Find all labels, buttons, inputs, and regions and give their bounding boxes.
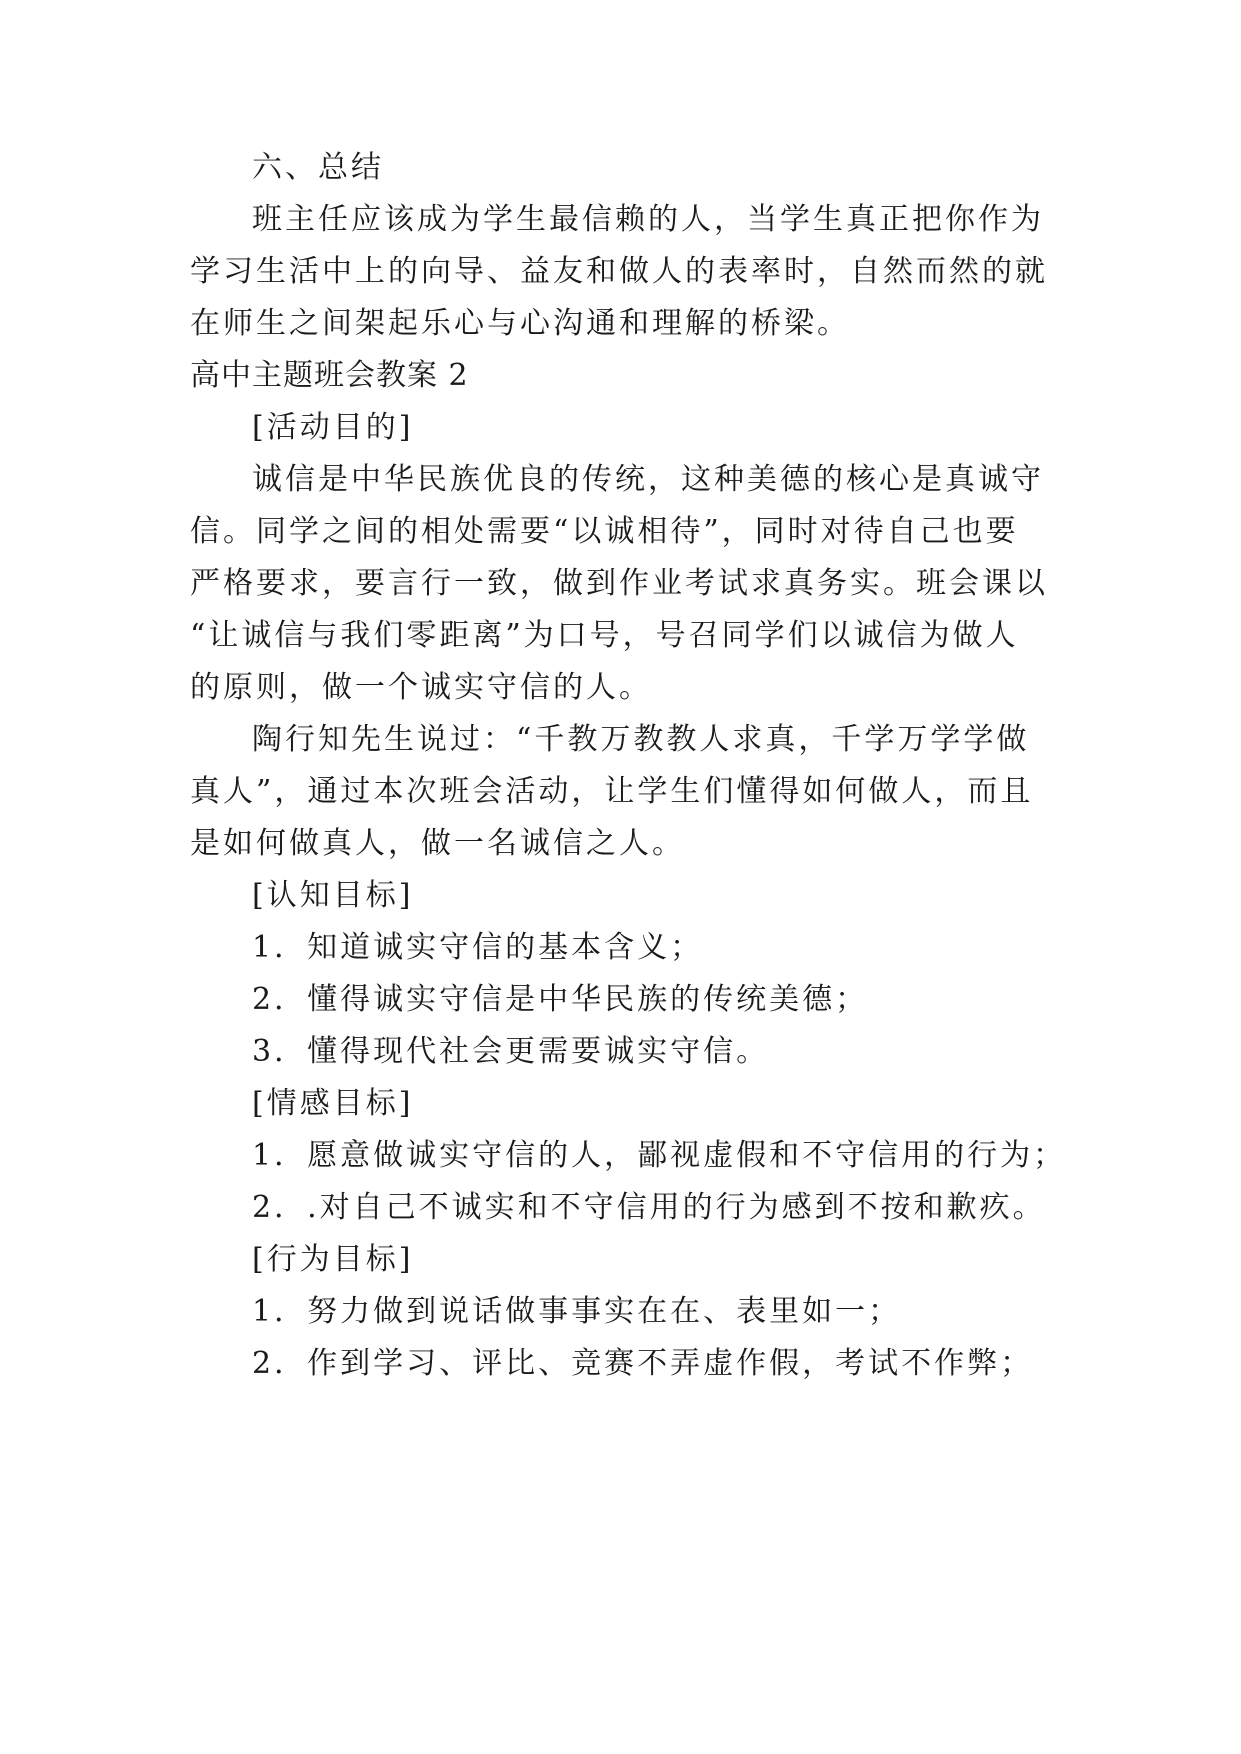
document-title: 高中主题班会教案 2 (190, 358, 469, 393)
paragraph-line: 诚信是中华民族优良的传统，这种美德的核心是真诚守 (252, 462, 1044, 497)
paragraph-line: 是如何做真人，做一名诚信之人。 (190, 826, 685, 861)
paragraph-line: 严格要求，要言行一致，做到作业考试求真务实。班会课以 (190, 566, 1048, 601)
paragraph-line: 的原则，做一个诚实守信的人。 (190, 670, 652, 705)
list-item: 2．作到学习、评比、竞赛不弄虚作假，考试不作弊； (252, 1346, 1034, 1381)
paragraph-line: “让诚信与我们零距离”为口号，号召同学们以诚信为做人 (190, 618, 1019, 653)
list-item: 3．懂得现代社会更需要诚实守信。 (252, 1034, 770, 1069)
paragraph-line: 真人”，通过本次班会活动，让学生们懂得如何做人，而且 (190, 774, 1034, 809)
list-item: 1．努力做到说话做事事实在在、表里如一； (252, 1294, 902, 1329)
section-heading: [情感目标] (252, 1086, 414, 1121)
paragraph-line: 在师生之间架起乐心与心沟通和理解的桥梁。 (190, 306, 850, 341)
list-item: 1．愿意做诚实守信的人，鄙视虚假和不守信用的行为； (252, 1138, 1067, 1173)
list-item: 2．.对自己不诚实和不守信用的行为感到不按和歉疚。 (252, 1190, 1046, 1225)
paragraph-line: 学习生活中上的向导、益友和做人的表率时，自然而然的就 (190, 254, 1048, 289)
section-heading: [活动目的] (252, 410, 414, 445)
paragraph-line: 信。同学之间的相处需要“以诚相待”，同时对待自己也要 (190, 514, 1019, 549)
section-heading: [认知目标] (252, 878, 414, 913)
list-item: 2．懂得诚实守信是中华民族的传统美德； (252, 982, 869, 1017)
paragraph-line: 陶行知先生说过：“千教万教教人求真，千学万学学做 (252, 722, 1030, 757)
paragraph-line: 班主任应该成为学生最信赖的人，当学生真正把你作为 (252, 202, 1044, 237)
list-item: 1．知道诚实守信的基本含义； (252, 930, 704, 965)
section-heading: 六、总结 (252, 150, 384, 185)
section-heading: [行为目标] (252, 1242, 414, 1277)
